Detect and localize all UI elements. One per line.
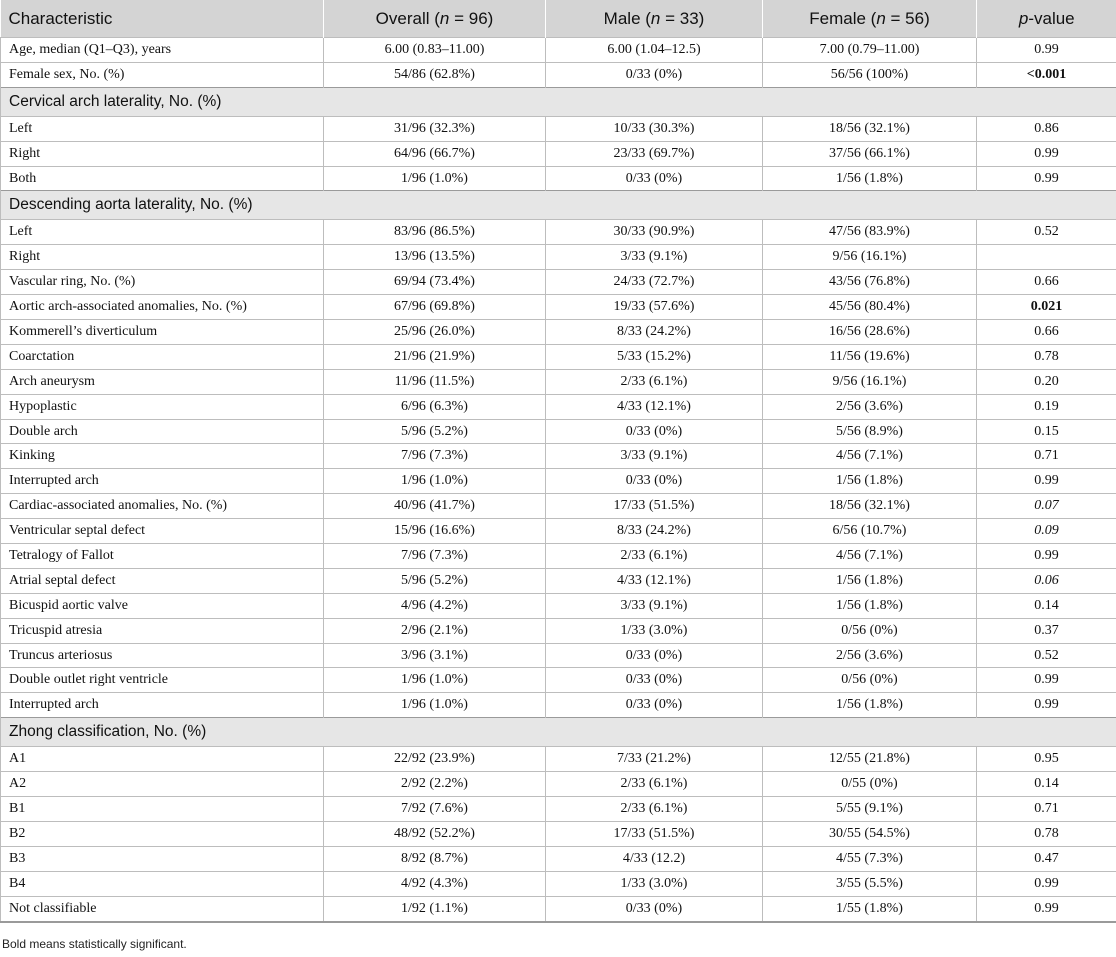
row-label: Atrial septal defect bbox=[1, 568, 324, 593]
cell-male: 24/33 (72.7%) bbox=[546, 270, 763, 295]
cell-male: 0/33 (0%) bbox=[546, 62, 763, 87]
header-p-value: p-value bbox=[977, 0, 1116, 38]
table-row bbox=[1, 797, 1116, 822]
cell-overall: 5/96 (5.2%) bbox=[324, 419, 546, 444]
cell-female: 16/56 (28.6%) bbox=[763, 320, 977, 345]
cell-overall: 7/96 (7.3%) bbox=[324, 544, 546, 569]
row-label: Age, median (Q1–Q3), years bbox=[1, 38, 324, 63]
cell-p-value: 0.78 bbox=[977, 821, 1116, 846]
cell-p-value: 0.19 bbox=[977, 394, 1116, 419]
cell-female: 56/56 (100%) bbox=[763, 62, 977, 87]
row-label: Double arch bbox=[1, 419, 324, 444]
cell-female: 1/55 (1.8%) bbox=[763, 896, 977, 921]
cell-overall: 69/94 (73.4%) bbox=[324, 270, 546, 295]
cell-overall: 7/96 (7.3%) bbox=[324, 444, 546, 469]
cell-p-value: 0.99 bbox=[977, 693, 1116, 718]
cell-p-value: 0.99 bbox=[977, 141, 1116, 166]
table-body bbox=[1, 38, 1116, 922]
cell-overall: 40/96 (41.7%) bbox=[324, 494, 546, 519]
table-row bbox=[1, 668, 1116, 693]
row-label: Kinking bbox=[1, 444, 324, 469]
cell-overall: 1/96 (1.0%) bbox=[324, 693, 546, 718]
row-label: Arch aneurysm bbox=[1, 369, 324, 394]
cell-p-value: 0.99 bbox=[977, 469, 1116, 494]
cell-overall: 1/96 (1.0%) bbox=[324, 469, 546, 494]
row-label: Left bbox=[1, 116, 324, 141]
cell-male: 1/33 (3.0%) bbox=[546, 618, 763, 643]
cell-female: 1/56 (1.8%) bbox=[763, 593, 977, 618]
table-row bbox=[1, 369, 1116, 394]
table-row bbox=[1, 320, 1116, 345]
footnote: Bold means statistically significant. bbox=[2, 937, 187, 951]
cell-female: 2/56 (3.6%) bbox=[763, 394, 977, 419]
table-row bbox=[1, 245, 1116, 270]
cell-overall: 4/92 (4.3%) bbox=[324, 871, 546, 896]
row-label: Right bbox=[1, 245, 324, 270]
cell-female: 2/56 (3.6%) bbox=[763, 643, 977, 668]
cell-p-value: 0.66 bbox=[977, 270, 1116, 295]
cell-male: 17/33 (51.5%) bbox=[546, 494, 763, 519]
table-row bbox=[1, 344, 1116, 369]
cell-p-value: 0.99 bbox=[977, 544, 1116, 569]
cell-male: 4/33 (12.2) bbox=[546, 846, 763, 871]
cell-p-value: 0.99 bbox=[977, 166, 1116, 191]
cell-female: 7.00 (0.79–11.00) bbox=[763, 38, 977, 63]
cell-overall: 54/86 (62.8%) bbox=[324, 62, 546, 87]
cell-female: 5/56 (8.9%) bbox=[763, 419, 977, 444]
cell-overall: 2/92 (2.2%) bbox=[324, 772, 546, 797]
cell-p-value: 0.52 bbox=[977, 220, 1116, 245]
header-characteristic: Characteristic bbox=[1, 0, 324, 38]
table-row bbox=[1, 618, 1116, 643]
cell-overall: 1/96 (1.0%) bbox=[324, 668, 546, 693]
cell-female: 37/56 (66.1%) bbox=[763, 141, 977, 166]
cell-p-value: 0.14 bbox=[977, 772, 1116, 797]
row-label: Interrupted arch bbox=[1, 693, 324, 718]
table-row bbox=[1, 519, 1116, 544]
cell-p-value: 0.07 bbox=[977, 494, 1116, 519]
row-label: Right bbox=[1, 141, 324, 166]
section-title: Descending aorta laterality, No. (%) bbox=[1, 191, 1116, 220]
cell-female: 0/56 (0%) bbox=[763, 668, 977, 693]
cell-overall: 13/96 (13.5%) bbox=[324, 245, 546, 270]
cell-male: 2/33 (6.1%) bbox=[546, 797, 763, 822]
cell-male: 3/33 (9.1%) bbox=[546, 593, 763, 618]
cell-p-value: 0.66 bbox=[977, 320, 1116, 345]
cell-male: 23/33 (69.7%) bbox=[546, 141, 763, 166]
cell-female: 12/55 (21.8%) bbox=[763, 747, 977, 772]
cell-overall: 48/92 (52.2%) bbox=[324, 821, 546, 846]
cell-male: 5/33 (15.2%) bbox=[546, 344, 763, 369]
table-row bbox=[1, 141, 1116, 166]
cell-female: 1/56 (1.8%) bbox=[763, 693, 977, 718]
cell-male: 0/33 (0%) bbox=[546, 693, 763, 718]
cell-male: 0/33 (0%) bbox=[546, 896, 763, 921]
row-label: A1 bbox=[1, 747, 324, 772]
header-female: Female (n = 56) bbox=[763, 0, 977, 38]
cell-p-value: 0.86 bbox=[977, 116, 1116, 141]
table-row bbox=[1, 38, 1116, 63]
cell-p-value: 0.99 bbox=[977, 38, 1116, 63]
table-row bbox=[1, 295, 1116, 320]
table-row bbox=[1, 116, 1116, 141]
cell-female: 45/56 (80.4%) bbox=[763, 295, 977, 320]
cell-overall: 64/96 (66.7%) bbox=[324, 141, 546, 166]
table-row bbox=[1, 593, 1116, 618]
section-row bbox=[1, 718, 1116, 747]
row-label: B1 bbox=[1, 797, 324, 822]
cell-p-value: 0.15 bbox=[977, 419, 1116, 444]
cell-p-value: <0.001 bbox=[977, 62, 1116, 87]
cell-male: 19/33 (57.6%) bbox=[546, 295, 763, 320]
section-row bbox=[1, 191, 1116, 220]
cell-overall: 7/92 (7.6%) bbox=[324, 797, 546, 822]
row-label: B2 bbox=[1, 821, 324, 846]
cell-female: 9/56 (16.1%) bbox=[763, 369, 977, 394]
cell-p-value: 0.71 bbox=[977, 444, 1116, 469]
row-label: Double outlet right ventricle bbox=[1, 668, 324, 693]
cell-p-value: 0.99 bbox=[977, 668, 1116, 693]
cell-male: 10/33 (30.3%) bbox=[546, 116, 763, 141]
cell-p-value: 0.78 bbox=[977, 344, 1116, 369]
cell-p-value: 0.52 bbox=[977, 643, 1116, 668]
cell-male: 0/33 (0%) bbox=[546, 419, 763, 444]
cell-female: 43/56 (76.8%) bbox=[763, 270, 977, 295]
cell-male: 30/33 (90.9%) bbox=[546, 220, 763, 245]
cell-male: 17/33 (51.5%) bbox=[546, 821, 763, 846]
row-label: Hypoplastic bbox=[1, 394, 324, 419]
row-label: Bicuspid aortic valve bbox=[1, 593, 324, 618]
cell-p-value: 0.14 bbox=[977, 593, 1116, 618]
cell-female: 0/56 (0%) bbox=[763, 618, 977, 643]
row-label: Cardiac-associated anomalies, No. (%) bbox=[1, 494, 324, 519]
cell-overall: 67/96 (69.8%) bbox=[324, 295, 546, 320]
cell-male: 0/33 (0%) bbox=[546, 469, 763, 494]
cell-male: 4/33 (12.1%) bbox=[546, 568, 763, 593]
cell-overall: 8/92 (8.7%) bbox=[324, 846, 546, 871]
cell-female: 0/55 (0%) bbox=[763, 772, 977, 797]
row-label: A2 bbox=[1, 772, 324, 797]
table-row bbox=[1, 444, 1116, 469]
row-label: Aortic arch-associated anomalies, No. (%) bbox=[1, 295, 324, 320]
table-row bbox=[1, 871, 1116, 896]
cell-male: 3/33 (9.1%) bbox=[546, 444, 763, 469]
table-row bbox=[1, 747, 1116, 772]
row-label: Kommerell’s diverticulum bbox=[1, 320, 324, 345]
row-label: Truncus arteriosus bbox=[1, 643, 324, 668]
cell-p-value: 0.06 bbox=[977, 568, 1116, 593]
cell-female: 4/55 (7.3%) bbox=[763, 846, 977, 871]
cell-overall: 15/96 (16.6%) bbox=[324, 519, 546, 544]
cell-overall: 6.00 (0.83–11.00) bbox=[324, 38, 546, 63]
table-header-row bbox=[1, 0, 1116, 38]
cell-overall: 4/96 (4.2%) bbox=[324, 593, 546, 618]
cell-female: 4/56 (7.1%) bbox=[763, 444, 977, 469]
table-row bbox=[1, 166, 1116, 191]
table-row bbox=[1, 821, 1116, 846]
row-label: Female sex, No. (%) bbox=[1, 62, 324, 87]
row-label: Left bbox=[1, 220, 324, 245]
cell-overall: 1/96 (1.0%) bbox=[324, 166, 546, 191]
cell-male: 8/33 (24.2%) bbox=[546, 519, 763, 544]
cell-overall: 21/96 (21.9%) bbox=[324, 344, 546, 369]
cell-overall: 11/96 (11.5%) bbox=[324, 369, 546, 394]
cell-p-value: 0.20 bbox=[977, 369, 1116, 394]
cell-male: 0/33 (0%) bbox=[546, 166, 763, 191]
cell-male: 4/33 (12.1%) bbox=[546, 394, 763, 419]
cell-overall: 25/96 (26.0%) bbox=[324, 320, 546, 345]
cell-p-value: 0.37 bbox=[977, 618, 1116, 643]
cell-p-value: 0.021 bbox=[977, 295, 1116, 320]
cell-female: 11/56 (19.6%) bbox=[763, 344, 977, 369]
cell-female: 3/55 (5.5%) bbox=[763, 871, 977, 896]
cell-male: 2/33 (6.1%) bbox=[546, 772, 763, 797]
cell-male: 0/33 (0%) bbox=[546, 643, 763, 668]
table-row bbox=[1, 772, 1116, 797]
table-row bbox=[1, 544, 1116, 569]
cell-p-value: 0.99 bbox=[977, 871, 1116, 896]
cell-p-value: 0.71 bbox=[977, 797, 1116, 822]
table-row bbox=[1, 568, 1116, 593]
cell-female: 9/56 (16.1%) bbox=[763, 245, 977, 270]
cell-male: 0/33 (0%) bbox=[546, 668, 763, 693]
row-label: Ventricular septal defect bbox=[1, 519, 324, 544]
cell-female: 1/56 (1.8%) bbox=[763, 568, 977, 593]
cell-female: 18/56 (32.1%) bbox=[763, 116, 977, 141]
row-label: Vascular ring, No. (%) bbox=[1, 270, 324, 295]
cell-overall: 1/92 (1.1%) bbox=[324, 896, 546, 921]
cell-p-value: 0.95 bbox=[977, 747, 1116, 772]
section-title: Zhong classification, No. (%) bbox=[1, 718, 1116, 747]
cell-male: 7/33 (21.2%) bbox=[546, 747, 763, 772]
cell-overall: 22/92 (23.9%) bbox=[324, 747, 546, 772]
cell-p-value: 0.99 bbox=[977, 896, 1116, 921]
cell-male: 1/33 (3.0%) bbox=[546, 871, 763, 896]
table-row bbox=[1, 896, 1116, 921]
row-label: Not classifiable bbox=[1, 896, 324, 921]
cell-female: 18/56 (32.1%) bbox=[763, 494, 977, 519]
cell-male: 3/33 (9.1%) bbox=[546, 245, 763, 270]
row-label: B4 bbox=[1, 871, 324, 896]
cell-female: 47/56 (83.9%) bbox=[763, 220, 977, 245]
row-label: Coarctation bbox=[1, 344, 324, 369]
cell-male: 8/33 (24.2%) bbox=[546, 320, 763, 345]
cell-overall: 3/96 (3.1%) bbox=[324, 643, 546, 668]
header-overall: Overall (n = 96) bbox=[324, 0, 546, 38]
cell-female: 4/56 (7.1%) bbox=[763, 544, 977, 569]
cell-p-value bbox=[977, 245, 1116, 270]
cell-male: 6.00 (1.04–12.5) bbox=[546, 38, 763, 63]
row-label: Tricuspid atresia bbox=[1, 618, 324, 643]
table-row bbox=[1, 469, 1116, 494]
section-title: Cervical arch laterality, No. (%) bbox=[1, 87, 1116, 116]
cell-overall: 2/96 (2.1%) bbox=[324, 618, 546, 643]
cell-male: 2/33 (6.1%) bbox=[546, 369, 763, 394]
cell-male: 2/33 (6.1%) bbox=[546, 544, 763, 569]
cell-overall: 5/96 (5.2%) bbox=[324, 568, 546, 593]
row-label: Both bbox=[1, 166, 324, 191]
table-row bbox=[1, 220, 1116, 245]
cell-female: 5/55 (9.1%) bbox=[763, 797, 977, 822]
table-row bbox=[1, 693, 1116, 718]
table-row bbox=[1, 494, 1116, 519]
section-row bbox=[1, 87, 1116, 116]
table-row bbox=[1, 846, 1116, 871]
row-label: Interrupted arch bbox=[1, 469, 324, 494]
cell-overall: 6/96 (6.3%) bbox=[324, 394, 546, 419]
cell-overall: 83/96 (86.5%) bbox=[324, 220, 546, 245]
cell-p-value: 0.09 bbox=[977, 519, 1116, 544]
table-row bbox=[1, 62, 1116, 87]
row-label: Tetralogy of Fallot bbox=[1, 544, 324, 569]
cell-overall: 31/96 (32.3%) bbox=[324, 116, 546, 141]
cell-female: 1/56 (1.8%) bbox=[763, 166, 977, 191]
cell-female: 1/56 (1.8%) bbox=[763, 469, 977, 494]
table-row bbox=[1, 394, 1116, 419]
table-row bbox=[1, 270, 1116, 295]
cell-female: 6/56 (10.7%) bbox=[763, 519, 977, 544]
cell-p-value: 0.47 bbox=[977, 846, 1116, 871]
header-male: Male (n = 33) bbox=[546, 0, 763, 38]
cell-female: 30/55 (54.5%) bbox=[763, 821, 977, 846]
row-label: B3 bbox=[1, 846, 324, 871]
table-row bbox=[1, 419, 1116, 444]
table-row bbox=[1, 643, 1116, 668]
